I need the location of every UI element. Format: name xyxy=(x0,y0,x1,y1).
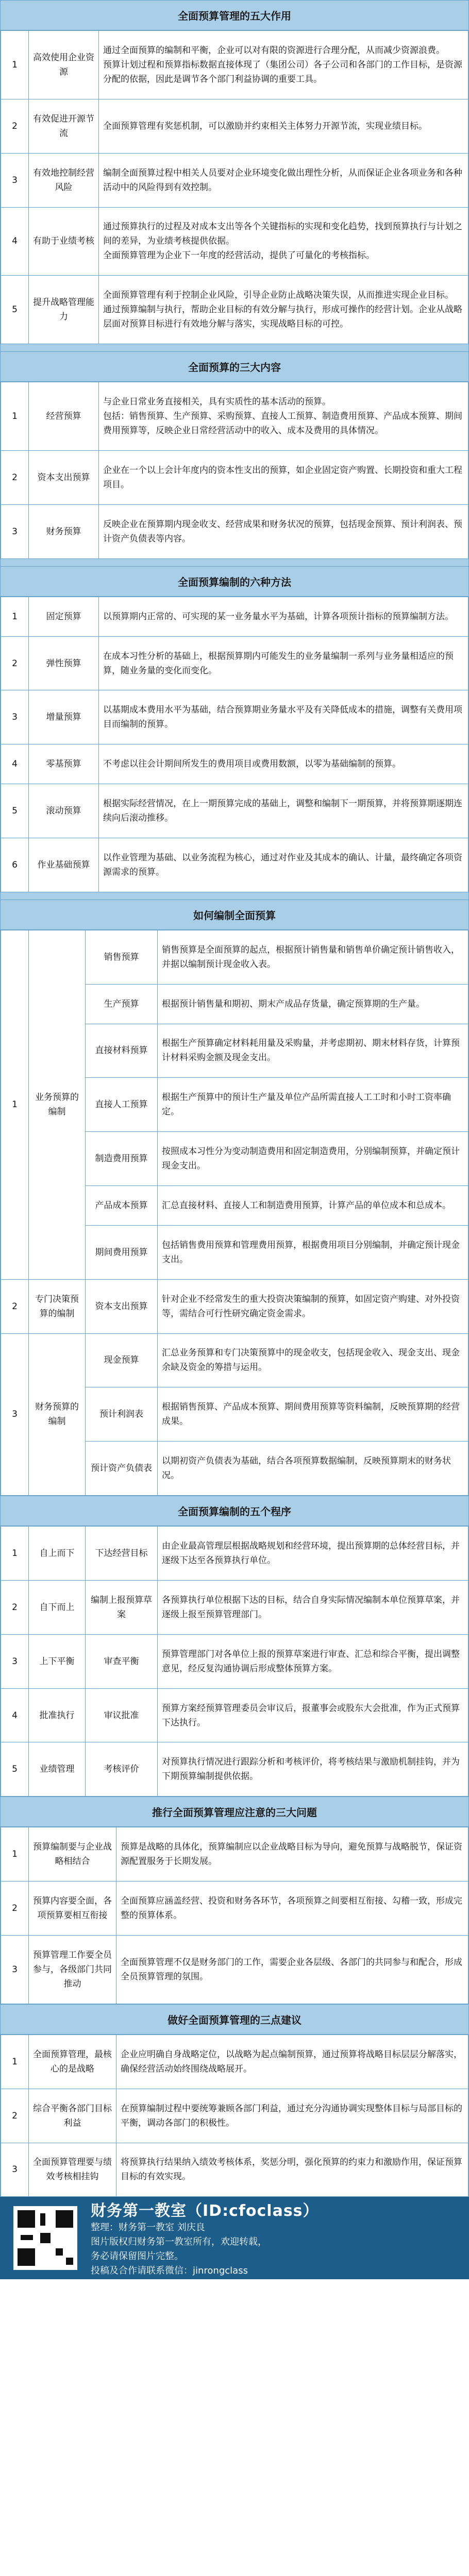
step-action: 审议批准 xyxy=(86,1688,158,1742)
row-number: 3 xyxy=(1,1333,29,1496)
row-number: 1 xyxy=(1,930,29,1279)
row-label: 有效促进开源节流 xyxy=(29,99,99,153)
section-title: 如何编制全面预算 xyxy=(1,900,468,930)
row-description: 全面预算管理有利于控制企业风险，引导企业防止战略决策失误，从而推进实现企业目标。 通过预算编制与执行，帮助企业目标的有效分解与执行，形成可操作的经营计划。企业从战略层面对预算目标进行有效地分解与落实，实现战略目标的可控。 xyxy=(99,276,468,344)
row-number: 1 xyxy=(1,597,29,636)
row-number: 4 xyxy=(1,744,29,784)
item-description: 汇总业务预算和专门决策预算中的现金收支，包括现金收入、现金支出、现金余缺及资金的筹措与运用。 xyxy=(158,1333,468,1387)
row-label: 综合平衡各部门目标利益 xyxy=(29,2089,116,2143)
table-row xyxy=(1,1527,468,1581)
row-description: 反映企业在预算期内现金收支、经营成果和财务状况的预算，包括现金预算、预计利润表、预计资产负债表等内容。 xyxy=(99,504,468,558)
row-label: 预算编制要与企业战略相结合 xyxy=(29,1827,116,1882)
table-row xyxy=(1,207,468,276)
section-title: 全面预算的三大内容 xyxy=(1,351,468,382)
step-description: 对预算执行情况进行跟踪分析和考核评价，将考核结果与激励机制挂钩，并为下期预算编制提供依据。 xyxy=(158,1742,468,1797)
table-row xyxy=(1,1827,468,1882)
qr-code-icon xyxy=(13,2206,77,2270)
section-title: 做好全面预算管理的三点建议 xyxy=(1,2004,468,2035)
table-row xyxy=(1,276,468,344)
group-label: 业务预算的编制 xyxy=(29,930,86,1279)
group-label: 财务预算的编制 xyxy=(29,1333,86,1496)
row-number: 3 xyxy=(1,504,29,558)
table-row xyxy=(1,1742,468,1797)
row-number: 2 xyxy=(1,2089,29,2143)
table-row xyxy=(1,838,468,892)
row-label: 高效使用企业资源 xyxy=(29,31,99,99)
table-row xyxy=(1,636,468,690)
step-description: 各预算执行单位根据下达的目标，结合自身实际情况编制本单位预算草案，并逐级上报至预算管理部门。 xyxy=(158,1580,468,1634)
row-number: 3 xyxy=(1,2143,29,2197)
row-number: 1 xyxy=(1,2035,29,2089)
step-label: 上下平衡 xyxy=(29,1634,86,1688)
step-label: 自下而上 xyxy=(29,1580,86,1634)
row-label: 全面预算管理要与绩效考核相挂钩 xyxy=(29,2143,116,2197)
row-number: 1 xyxy=(1,31,29,99)
step-description: 由企业最高管理层根据战略规划和经营环境，提出预算期的总体经营目标，并逐级下达至各预算执行单位。 xyxy=(158,1527,468,1581)
row-number: 3 xyxy=(1,1936,29,2004)
row-number: 1 xyxy=(1,382,29,451)
footer-text xyxy=(91,2198,319,2278)
table-row xyxy=(1,2035,468,2089)
item-label: 生产预算 xyxy=(86,984,158,1024)
item-label: 直接人工预算 xyxy=(86,1078,158,1132)
item-description: 按照成本习性分为变动制造费用和固定制造费用，分别编制预算，并确定预计现金支出。 xyxy=(158,1132,468,1186)
table-row xyxy=(1,2089,468,2143)
row-description: 全面预算应涵盖经营、投资和财务各环节，各项预算之间要相互衔接、勾稽一致，形成完整的预算体系。 xyxy=(116,1882,468,1936)
table-row xyxy=(1,1580,468,1634)
table-row xyxy=(1,1333,468,1387)
item-description: 根据生产预算中的预计生产量及单位产品所需直接人工工时和小时工资率确定。 xyxy=(158,1078,468,1132)
row-label: 提升战略管理能力 xyxy=(29,276,99,344)
row-description: 以基期成本费用水平为基础，结合预算期业务量水平及有关降低成本的措施，调整有关费用项目而编制的预算。 xyxy=(99,690,468,744)
section-table xyxy=(1,382,468,559)
row-number: 2 xyxy=(1,1580,29,1634)
footer-banner xyxy=(0,2197,469,2279)
table-row xyxy=(1,744,468,784)
row-number: 2 xyxy=(1,1882,29,1936)
item-description: 汇总直接材料、直接人工和制造费用预算，计算产品的单位成本和总成本。 xyxy=(158,1186,468,1226)
table-row xyxy=(1,597,468,636)
table-row xyxy=(1,382,468,451)
table-row xyxy=(1,31,468,99)
footer-line: 投稿及合作请联系微信：jinrongclass xyxy=(91,2265,248,2277)
section-title: 全面预算管理的五大作用 xyxy=(1,0,468,30)
item-description: 包括销售费用预算和管理费用预算，根据费用项目分别编制，并确定预计现金支出。 xyxy=(158,1225,468,1279)
row-description: 通过预算执行的过程及对成本支出等各个关键指标的实现和变化趋势，找到预算执行与计划之间的差异，为业绩考核提供依据。 全面预算管理为企业下一年度的经营活动，提供了可量化的考核指标。 xyxy=(99,207,468,276)
table-row xyxy=(1,784,468,838)
row-description: 全面预算管理不仅是财务部门的工作，需要企业各层级、各部门的共同参与和配合，形成全员预算管理的氛围。 xyxy=(116,1936,468,2004)
item-label: 产品成本预算 xyxy=(86,1186,158,1226)
item-label: 销售预算 xyxy=(86,930,158,984)
item-label: 直接材料预算 xyxy=(86,1024,158,1078)
issues-table xyxy=(1,1827,468,2004)
row-label: 增量预算 xyxy=(29,690,99,744)
table-row xyxy=(1,690,468,744)
row-description: 全面预算管理有奖惩机制，可以激励并约束相关主体努力开源节流，实现业绩目标。 xyxy=(99,99,468,153)
content-section xyxy=(0,0,469,344)
procedure-table xyxy=(1,1526,468,1797)
item-label: 预计资产负债表 xyxy=(86,1442,158,1496)
methods-table xyxy=(1,930,468,1496)
methods-section xyxy=(0,900,469,1496)
footer-line: 图片版权归财务第一教室所有，欢迎转载， xyxy=(91,2236,267,2248)
row-description: 通过全面预算的编制和平衡，企业可以对有限的资源进行合理分配，从而减少资源浪费。 预算计划过程和预算指标数据直接体现了（集团公司）各子公司和各部门的工作目标，是资源分配的依据，因此是调节各个部门利益协调的重要工具。 xyxy=(99,31,468,99)
row-number: 2 xyxy=(1,1279,29,1333)
row-label: 有效地控制经营风险 xyxy=(29,153,99,207)
step-action: 考核评价 xyxy=(86,1742,158,1797)
table-row xyxy=(1,451,468,505)
row-description: 企业在一个以上会计年度内的资本性支出的预算，如企业固定资产购置、长期投资和重大工程项目。 xyxy=(99,451,468,505)
row-description: 不考虑以往会计期间所发生的费用项目或费用数额，以零为基础编制的预算。 xyxy=(99,744,468,784)
row-number: 2 xyxy=(1,636,29,690)
row-number: 6 xyxy=(1,838,29,892)
step-label: 业绩管理 xyxy=(29,1742,86,1797)
step-action: 审查平衡 xyxy=(86,1634,158,1688)
step-label: 自上而下 xyxy=(29,1527,86,1581)
section-table xyxy=(1,30,468,344)
row-description: 以作业管理为基础、以业务流程为核心，通过对作业及其成本的确认、计量，最终确定各项资源需求的预算。 xyxy=(99,838,468,892)
table-row xyxy=(1,1936,468,2004)
row-description: 企业应明确自身战略定位，以战略为起点编制预算，通过预算将战略目标层层分解落实，确保经营活动始终围绕战略展开。 xyxy=(116,2035,468,2089)
step-action: 下达经营目标 xyxy=(86,1527,158,1581)
row-label: 预算管理工作要全员参与，各级部门共同推动 xyxy=(29,1936,116,2004)
row-label: 经营预算 xyxy=(29,382,99,451)
row-number: 1 xyxy=(1,1527,29,1581)
item-label: 预计利润表 xyxy=(86,1387,158,1442)
row-number: 2 xyxy=(1,99,29,153)
table-row xyxy=(1,1279,468,1333)
section-title: 推行全面预算管理应注意的三大问题 xyxy=(1,1797,468,1827)
section-title: 全面预算编制的五个程序 xyxy=(1,1496,468,1526)
row-label: 零基预算 xyxy=(29,744,99,784)
row-label: 资本支出预算 xyxy=(29,451,99,505)
item-description: 针对企业不经常发生的重大投资决策编制的预算，如固定资产购建、对外投资等，需结合可行性研究确定资金需求。 xyxy=(158,1279,468,1333)
content-section xyxy=(0,351,469,559)
row-label: 有助于业绩考核 xyxy=(29,207,99,276)
row-description: 根据实际经营情况，在上一期预算完成的基础上，调整和编制下一期预算，并将预算期逐期连续向后滚动推移。 xyxy=(99,784,468,838)
item-description: 销售预算是全面预算的起点，根据预计销售量和销售单价确定预计销售收入，并据以编制预计现金收入表。 xyxy=(158,930,468,984)
row-number: 4 xyxy=(1,1688,29,1742)
step-description: 预算管理部门对各单位上报的预算草案进行审查、汇总和综合平衡，提出调整意见，经反复沟通协调后形成整体预算方案。 xyxy=(158,1634,468,1688)
item-label: 现金预算 xyxy=(86,1333,158,1387)
row-description: 以预算期内正常的、可实现的某一业务量水平为基础，计算各项预计指标的预算编制方法。 xyxy=(99,597,468,636)
simple-sections xyxy=(0,0,469,892)
item-description: 以期初资产负债表为基础，结合各项预算数据编制，反映预算期末的财务状况。 xyxy=(158,1442,468,1496)
table-row xyxy=(1,930,468,984)
item-description: 根据销售预算、产品成本预算、期间费用预算等资料编制，反映预算期的经营成果。 xyxy=(158,1387,468,1442)
row-number: 3 xyxy=(1,690,29,744)
item-label: 期间费用预算 xyxy=(86,1225,158,1279)
table-row xyxy=(1,153,468,207)
separator-band xyxy=(0,344,469,351)
row-label: 作业基础预算 xyxy=(29,838,99,892)
row-description: 与企业日常业务直接相关，具有实质性的基本活动的预算。 包括：销售预算、生产预算、采购预算、直接人工预算、制造费用预算、产品成本预算、期间费用预算等，反映企业日常经营活动中的收入、成本及费用的具体情况。 xyxy=(99,382,468,451)
row-description: 在预算编制过程中要统筹兼顾各部门利益，通过充分沟通协调实现整体目标与局部目标的平衡，调动各部门的积极性。 xyxy=(116,2089,468,2143)
row-label: 预算内容要全面，各项预算要相互衔接 xyxy=(29,1882,116,1936)
table-row xyxy=(1,2143,468,2197)
row-number: 4 xyxy=(1,207,29,276)
group-label: 专门决策预算的编制 xyxy=(29,1279,86,1333)
row-label: 滚动预算 xyxy=(29,784,99,838)
row-number: 2 xyxy=(1,451,29,505)
table-row xyxy=(1,99,468,153)
table-row xyxy=(1,504,468,558)
row-number: 3 xyxy=(1,1634,29,1688)
footer-line: 整理：财务第一教室 刘庆良 xyxy=(91,2222,205,2233)
row-number: 5 xyxy=(1,1742,29,1797)
table-row xyxy=(1,1688,468,1742)
item-label: 制造费用预算 xyxy=(86,1132,158,1186)
row-description: 预算是战略的具体化，预算编制应以企业战略目标为导向，避免预算与战略脱节，保证资源配置服务于长期发展。 xyxy=(116,1827,468,1882)
section-table xyxy=(1,597,468,892)
step-description: 预算方案经预算管理委员会审议后，报董事会或股东大会批准，作为正式预算下达执行。 xyxy=(158,1688,468,1742)
item-label: 资本支出预算 xyxy=(86,1279,158,1333)
item-description: 根据预计销售量和期初、期末产成品存货量，确定预算期的生产量。 xyxy=(158,984,468,1024)
row-number: 5 xyxy=(1,276,29,344)
row-label: 固定预算 xyxy=(29,597,99,636)
row-label: 财务预算 xyxy=(29,504,99,558)
separator-band xyxy=(0,892,469,900)
row-description: 编制全面预算过程中相关人员要对企业环境变化做出理性分析，从而保证企业各项业务和各种活动中的风险得到有效控制。 xyxy=(99,153,468,207)
row-number: 5 xyxy=(1,784,29,838)
row-number: 1 xyxy=(1,1827,29,1882)
row-description: 在成本习性分析的基础上，根据预算期内可能发生的业务量编制一系列与业务量相适应的预算，随业务量的变化而变化。 xyxy=(99,636,468,690)
footer-line: 务必请保留图片完整。 xyxy=(91,2251,183,2262)
footer-title: 财务第一教室（ID:cfoclass） xyxy=(91,2202,319,2221)
table-row xyxy=(1,1634,468,1688)
advice-table xyxy=(1,2035,468,2197)
separator-band xyxy=(0,559,469,566)
advice-section xyxy=(0,2004,469,2197)
item-description: 根据生产预算确定材料耗用量及采购量，并考虑期初、期末材料存货，计算预计材料采购金额及现金支出。 xyxy=(158,1024,468,1078)
step-label: 批准执行 xyxy=(29,1688,86,1742)
section-title: 全面预算编制的六种方法 xyxy=(1,566,468,597)
row-number: 3 xyxy=(1,153,29,207)
table-row xyxy=(1,1882,468,1936)
row-description: 将预算执行结果纳入绩效考核体系，奖惩分明，强化预算的约束力和激励作用，保证预算目标的有效实现。 xyxy=(116,2143,468,2197)
row-label: 全面预算管理，最核心的是战略 xyxy=(29,2035,116,2089)
procedure-section xyxy=(0,1496,469,1797)
content-section xyxy=(0,566,469,892)
step-action: 编制上报预算草案 xyxy=(86,1580,158,1634)
row-label: 弹性预算 xyxy=(29,636,99,690)
issues-section xyxy=(0,1797,469,2004)
